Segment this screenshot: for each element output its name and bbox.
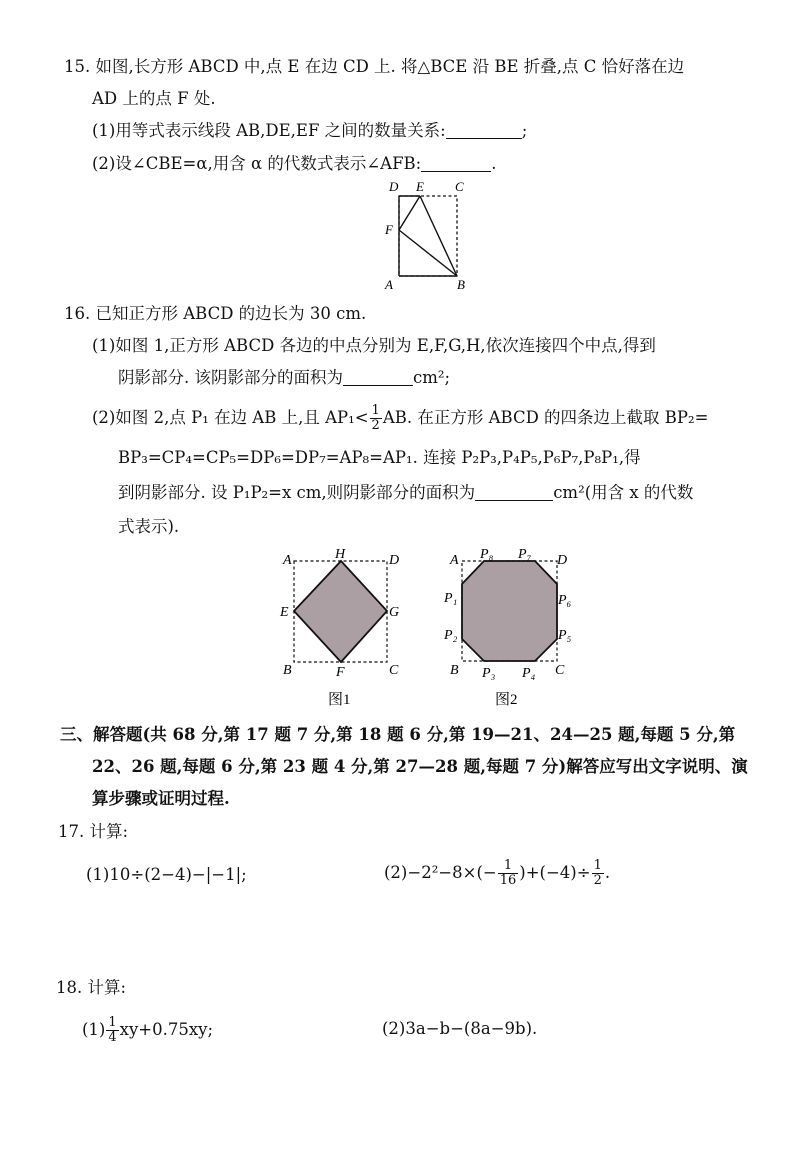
q16-p2-line4: 式表示). — [118, 517, 180, 536]
figure-1-caption: 图1 — [328, 692, 351, 708]
q16-p2-text-b: AB. 在正方形 ABCD 的四条边上截取 BP₂= — [382, 408, 709, 427]
label-b: B — [450, 663, 459, 678]
shaded-octagon — [462, 561, 557, 661]
label-c: C — [389, 663, 399, 678]
label-h: H — [335, 547, 346, 562]
q15-figure — [375, 176, 485, 294]
label-p4: P₄ — [522, 666, 536, 681]
q16-p2-line3-unit: cm²(用含 x 的代数 — [553, 483, 694, 502]
label-e: E — [280, 605, 289, 620]
q17-title: 17. 计算: — [58, 822, 129, 841]
fraction-1-4 — [106, 1016, 118, 1045]
fraction-denominator: 4 — [108, 1030, 117, 1045]
section3-line2: 22、26 题,每题 6 分,第 23 题 4 分,第 27—28 题,每题 7 分)解答应写出文字说明、演 — [92, 757, 748, 776]
q18-p1-expression: xy+0.75xy; — [119, 1020, 214, 1039]
q16-p1-line2 — [118, 367, 450, 389]
label-p2: P₂ — [444, 628, 458, 643]
q15-part1-text: (1)用等式表示线段 AB,DE,EF 之间的数量关系: — [92, 121, 446, 140]
q15-part2-text: (2)设∠CBE=α,用含 α 的代数式表示∠AFB: — [92, 154, 422, 173]
answer-blank[interactable] — [421, 155, 491, 172]
label-a: A — [385, 277, 393, 292]
q16-p2-line3 — [118, 482, 693, 504]
label-b: B — [283, 663, 292, 678]
segment-ef — [399, 196, 420, 230]
label-c: C — [555, 663, 565, 678]
figure-2 — [442, 544, 577, 709]
q16-line1: 16. 已知正方形 ABCD 的边长为 30 cm. — [64, 304, 367, 323]
label-p1: P₁ — [444, 591, 458, 606]
q18-p1-label: (1) — [82, 1020, 106, 1039]
fraction-denominator: 2 — [371, 418, 380, 433]
figure-2-caption: 图2 — [495, 692, 518, 708]
q16-p2-line3-text: 到阴影部分. 设 P₁P₂=x cm,则阴影部分的面积为 — [118, 483, 476, 502]
label-f: F — [385, 222, 393, 237]
fraction-numerator: 1 — [371, 403, 380, 418]
fraction-numerator: 1 — [108, 1015, 117, 1030]
q16-p1-line1: (1)如图 1,正方形 ABCD 各边的中点分别为 E,F,G,H,依次连接四个中点,得到 — [92, 336, 656, 355]
label-p8: P₈ — [480, 547, 494, 562]
q16-p2-line2: BP₃=CP₄=CP₅=DP₆=DP₇=AP₈=AP₁. 连接 P₂P₃,P₄P₅,P₆P₇,P₈P₁,得 — [118, 448, 641, 467]
fraction-numerator: 1 — [498, 859, 519, 874]
q16-p2-text-a: (2)如图 2,点 P₁ 在边 AB 上,且 AP₁< — [92, 408, 369, 427]
q16-p1-unit: cm²; — [413, 368, 451, 387]
label-a: A — [283, 553, 292, 568]
label-c: C — [455, 179, 464, 194]
q17-part1: (1)10÷(2−4)−|−1|; — [86, 865, 247, 884]
label-f: F — [336, 665, 345, 680]
q17-p2-text-c: . — [604, 863, 611, 882]
label-e: E — [416, 179, 424, 194]
q15-line2: AD 上的点 F 处. — [92, 89, 216, 108]
label-d: D — [389, 179, 399, 194]
label-d: D — [557, 553, 568, 568]
figure-1 — [278, 544, 403, 709]
q16-p2-line1 — [92, 404, 708, 433]
shaded-square — [294, 561, 387, 662]
segment-eb — [420, 196, 457, 276]
label-g: G — [389, 605, 400, 620]
label-p6: P₆ — [558, 593, 572, 608]
q17-p2-text-a: (2)−2²−8×(− — [384, 863, 497, 882]
answer-blank[interactable] — [343, 369, 413, 386]
fraction-1-2 — [592, 859, 604, 888]
q16-p1-text: 阴影部分. 该阴影部分的面积为 — [118, 368, 343, 387]
q15-part2-end: . — [491, 154, 497, 173]
section3-line1: 三、解答题(共 68 分,第 17 题 7 分,第 18 题 6 分,第 19—21、24—25 题,每题 5 分,第 — [60, 725, 736, 744]
q15-line1: 15. 如图,长方形 ABCD 中,点 E 在边 CD 上. 将△BCE 沿 BE 折叠,点 C 恰好落在边 — [64, 57, 685, 76]
rectangle-abcd — [399, 196, 457, 276]
fraction-half — [370, 404, 382, 433]
fraction-denominator: 2 — [593, 873, 602, 888]
segment-fb — [399, 230, 457, 276]
q18-part2: (2)3a−b−(8a−9b). — [382, 1019, 538, 1038]
q18-title: 18. 计算: — [56, 978, 127, 997]
q15-part1-end: ; — [521, 121, 528, 140]
section3-line3: 算步骤或证明过程. — [92, 789, 230, 808]
label-b: B — [457, 277, 465, 292]
label-p3: P₃ — [482, 666, 496, 681]
label-a: A — [450, 553, 459, 568]
fraction-denominator: 16 — [499, 873, 517, 888]
answer-blank[interactable] — [446, 122, 522, 139]
answer-blank[interactable] — [475, 484, 553, 501]
fraction-1-16 — [498, 859, 519, 888]
label-p5: P₅ — [558, 628, 572, 643]
label-p7: P₇ — [518, 547, 532, 562]
q17-p2-text-b: )+(−4)÷ — [519, 863, 591, 882]
q15-part1 — [92, 120, 527, 142]
q15-part2 — [92, 153, 496, 175]
fraction-numerator: 1 — [593, 858, 602, 873]
q17-part2 — [384, 859, 610, 888]
q18-part1 — [82, 1016, 213, 1045]
label-d: D — [389, 553, 400, 568]
